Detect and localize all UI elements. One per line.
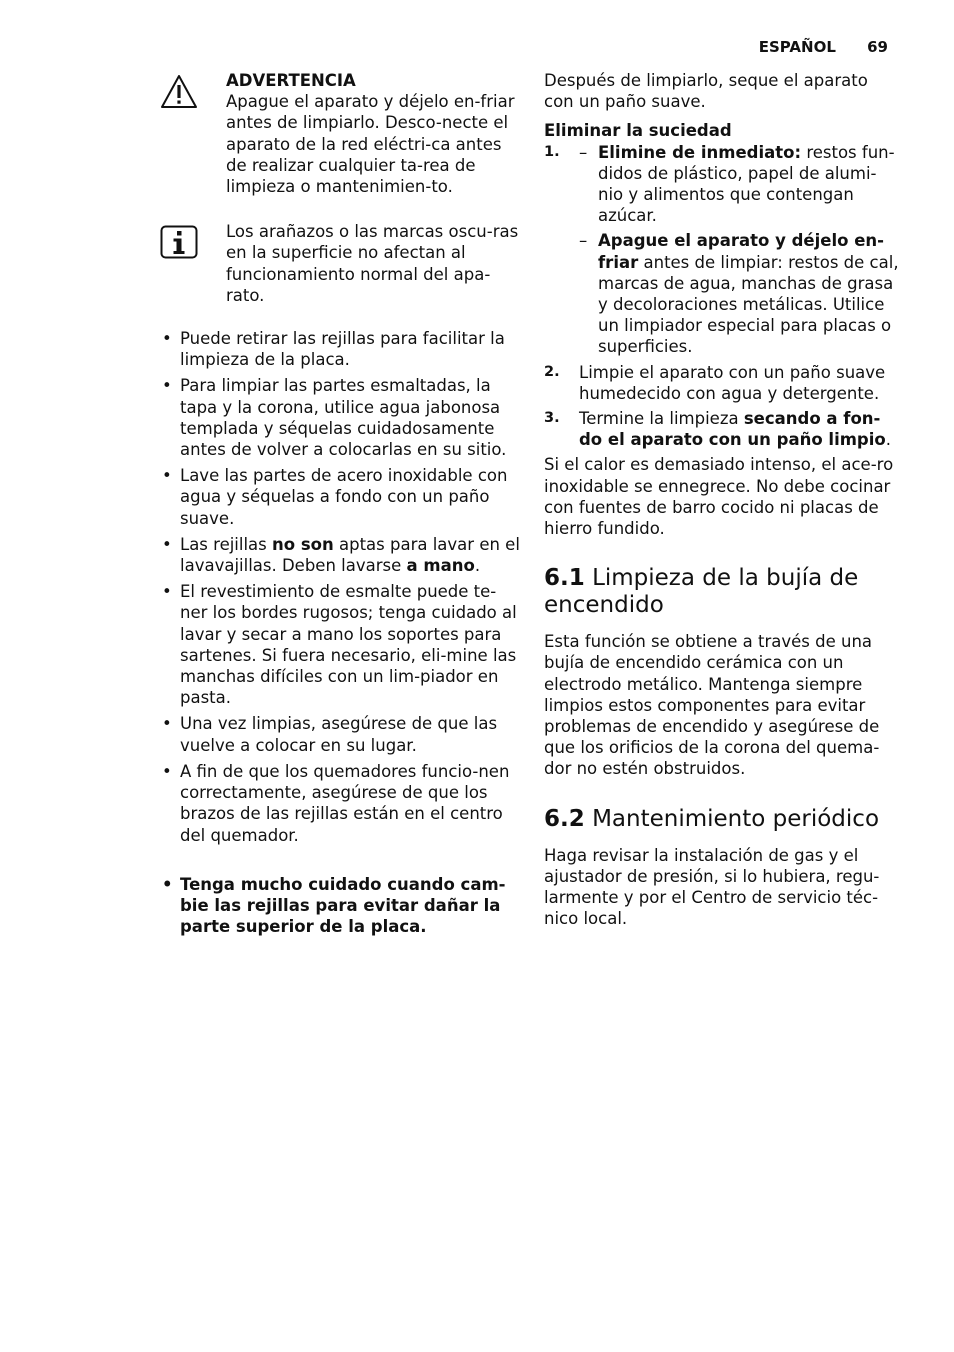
page-number: 69 [867,38,888,56]
warning-triangle-icon [160,74,198,115]
step-sub-item: – Elimine de inmediato: restos fun-didos de plástico, papel de alumi-nio y alimentos que contengan azúcar. [579,142,895,226]
right-column [544,70,900,930]
step-number: 2. [544,363,560,380]
list-item: • Tenga mucho cuidado cuando cam-bie las rejillas para evitar dañar la parte superior de la placa. [160,874,520,938]
warning-title: ADVERTENCIA [226,71,356,90]
step-item: 2. Limpie el aparato con un paño suave humedecido con agua y detergente. [544,362,886,403]
list-item: • Puede retirar las rejillas para facilitar la limpieza de la placa. [160,328,520,370]
left-column [160,70,520,942]
section-heading-6-2: 6.2 Mantenimiento periódico [544,805,880,832]
info-text: Los arañazos o las marcas oscu-ras en la superficie no afectan al funcionamiento normal del apa-rato. [226,222,519,305]
list-item: • Una vez limpias, asegúrese de que las vuelve a colocar en su lugar. [160,713,520,755]
warning-text: Apague el aparato y déjelo en-friar antes de limpiarlo. Desco-necte el aparato de la red eléctri-ca antes de realizar cualquier ta-rea de limpieza o mantenimien-to. [226,92,515,197]
section-6-2-text: Haga revisar la instalación de gas y el ajustador de presión, si lo hubiera, regu-larmente y por el Centro de servicio téc-nico local. [544,845,880,929]
section-6-1-text: Esta función se obtiene a través de una bujía de encendido cerámica con un electrodo metálico. Mantenga siempre limpios estos componentes para evitar problemas de encendido y asegúrese de que los orificios de la corona del quema-dor no estén obstruidos. [544,632,880,779]
list-item: • A fin de que los quemadores funcio-nen correctamente, asegúrese de que los brazos de las rejillas están en el centro del quemador. [160,761,520,846]
info-icon [160,225,198,264]
info-notice [160,221,520,306]
page-header [759,38,888,56]
subheading-dirt: Eliminar la suciedad [544,121,732,141]
after-steps-paragraph: Si el calor es demasiado intenso, el ace-ro inoxidable se ennegrece. No debe cocinar con fuentes de barro cocido ni placas de hierro fundido. [544,455,894,539]
warning-notice [160,70,520,197]
step-sub-item: – Apague el aparato y déjelo en-friar antes de limpiar: restos de cal, marcas de agua, manchas de grasa y decoloraciones metálicas. Utilice un limpiador especial para placas o superficies. [579,231,899,357]
list-item: • Las rejillas no son aptas para lavar en el lavavajillas. Deben lavarse a mano. [160,534,520,576]
cleaning-tips-list [160,328,520,937]
step-item: 3. Termine la limpieza secando a fon-do el aparato con un paño limpio. [544,409,891,450]
list-item: • Lave las partes de acero inoxidable con agua y séquelas a fondo con un paño suave. [160,465,520,529]
step-number: 1. [544,143,560,160]
steps-list [544,142,900,451]
list-item: • El revestimiento de esmalte puede te-ner los bordes rugosos; tenga cuidado al lavar y secar a mano los soportes para sartenes. Si fuera necesario, eli-mine las manchas difíciles con un lim-piador en pasta. [160,581,520,708]
step-number: 3. [544,410,560,427]
step-item [544,142,900,358]
header-language: ESPAÑOL [758,38,836,56]
section-heading-6-1: 6.1 Limpieza de la bujía de encendido [544,565,859,619]
list-item: • Para limpiar las partes esmaltadas, la tapa y la corona, utilice agua jabonosa templada y séquelas cuidadosamente antes de volver a colocarlas en su sitio. [160,375,520,460]
intro-paragraph: Después de limpiarlo, seque el aparato con un paño suave. [544,71,868,112]
